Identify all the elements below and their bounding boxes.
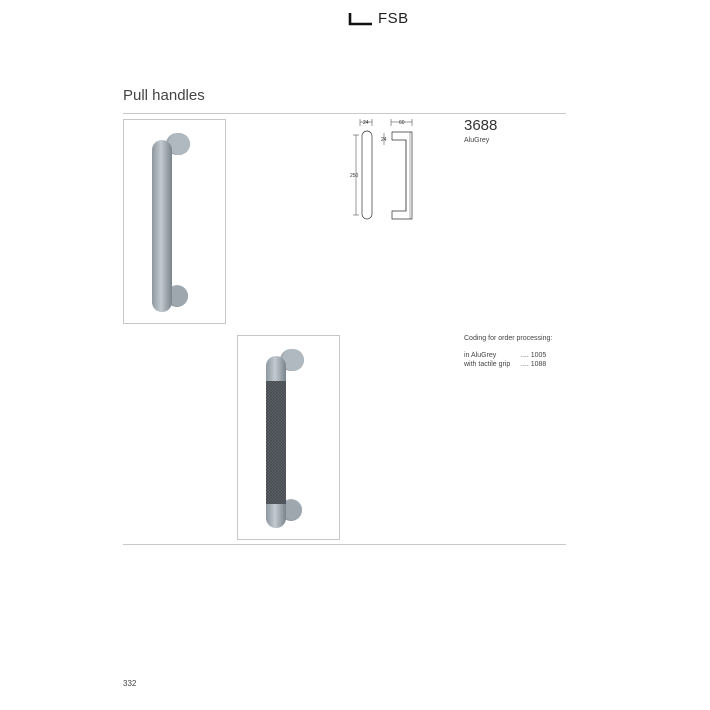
product-photo-plain [123,119,226,324]
page-number: 332 [123,679,137,688]
bottom-divider [123,544,566,545]
handle-plain-image [124,120,225,323]
product-model: 3688 [464,117,498,134]
dim-projection: 60 [399,120,405,126]
handle-tactile-image [238,336,339,539]
brand-logo [348,8,418,30]
dim-depth: 24 [381,137,387,143]
coding-value: .... 1088 [521,361,547,368]
top-divider [123,113,566,114]
technical-drawing [344,115,424,225]
dim-width: 24 [363,120,369,126]
coding-value: .... 1005 [521,352,547,359]
section-title: Pull handles [123,87,205,104]
fsb-logo-icon [348,12,374,26]
product-finish: AluGrey [464,137,490,144]
brand-name: FSB [378,10,409,27]
tactile-grip-zone [266,381,286,504]
dim-length: 250 [350,173,359,179]
product-photo-tactile [237,335,340,540]
coding-title: Coding for order processing: [464,335,553,342]
coding-label: in AluGrey [464,352,497,359]
coding-label: with tactile grip [464,361,511,368]
